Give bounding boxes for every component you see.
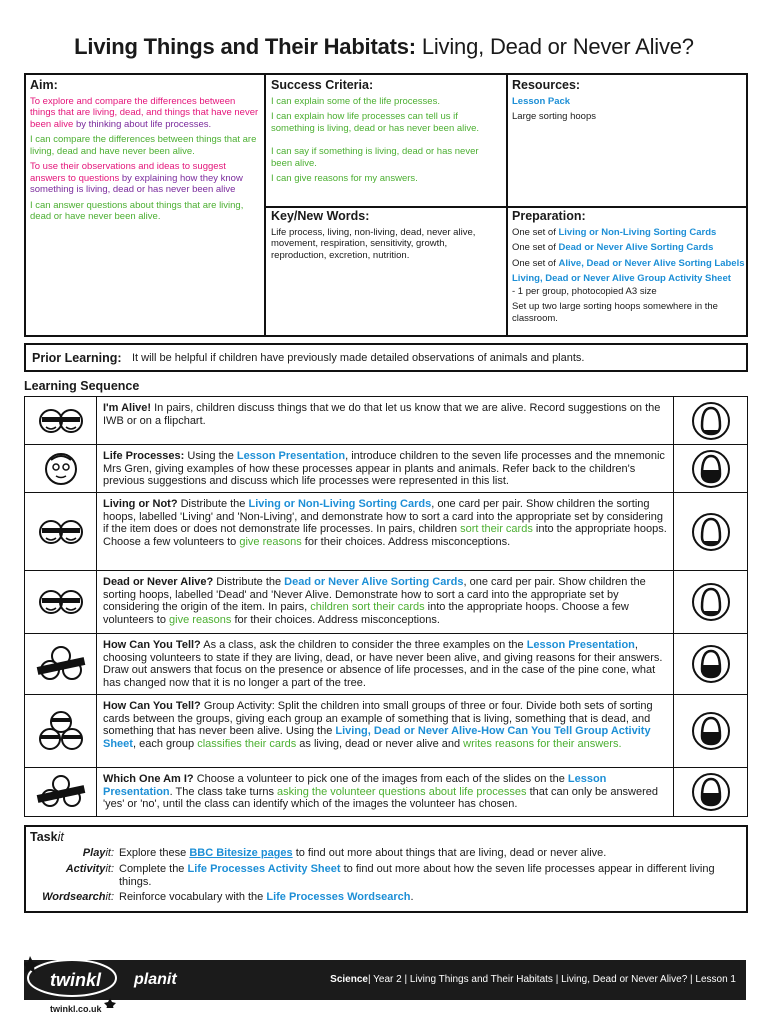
footer-crumbs: | Year 2 | Living Things and Their Habitats | Living, Dead or Never Alive? | Lesson 1 (367, 974, 736, 985)
success-highlight: asking the volunteer questions about life processes (277, 785, 527, 798)
lesson-pack-link[interactable]: Lesson Pack (512, 95, 571, 107)
prep-prefix: One set of (512, 242, 559, 253)
success-highlight: sort their cards (460, 523, 533, 536)
success-highlight: classifies their cards (197, 737, 297, 750)
assessment-level-2-icon (673, 768, 747, 816)
aim-objective-1: To explore and compare the differences between things that are living, dead, and things that have never been alive (30, 95, 259, 130)
step-body: into the appropriate hoops. Choose a few volunteers to (103, 523, 667, 548)
assessment-level-2-icon (673, 634, 747, 694)
prior-learning-box (24, 343, 748, 372)
step-body: Group Activity: Split the children into small groups of three or four. Divide both sets of sorting cards between the groups, giving each group an example of something that is living, something that is dead, and something that has never been alive. Using the (103, 700, 653, 738)
taskit-heading-bold: Task (30, 830, 58, 844)
preparation-heading: Preparation: (512, 209, 586, 223)
bbc-bitesize-link[interactable]: BBC Bitesize pages (189, 847, 293, 859)
step-body: , choosing volunteers to state if they are living, dead, or have never been alive, and giving reasons for their answers. Draw out answers that focus on the presence or absence of life processes, and in the case of the pine cone, what has changed now that it is no longer a part of the tree. (103, 639, 663, 689)
keywords-heading: Key/New Words: (271, 209, 370, 223)
sequence-row (24, 694, 748, 768)
label-it: it: (105, 891, 114, 903)
task-body: Reinforce vocabulary with the (119, 891, 267, 903)
title-sub: Living, Dead or Never Alive? (415, 34, 694, 59)
step-title: Life Processes: (103, 450, 185, 462)
sequence-text (103, 773, 667, 811)
sequence-row (24, 633, 748, 695)
living-sorting-cards-link[interactable]: Living or Non-Living Sorting Cards (558, 226, 717, 238)
assessment-level-1-icon (673, 397, 747, 444)
success-highlight: give reasons (169, 613, 232, 626)
success-item: I can give reasons for my answers. (271, 173, 418, 184)
aim-criterion-1: I can compare the differences between things that are living, dead and have never been alive. (30, 134, 257, 157)
pair-talk-icon (25, 397, 97, 444)
resources-heading: Resources: (512, 78, 581, 92)
dead-sorting-cards-link[interactable]: Dead or Never Alive Sorting Cards (284, 576, 464, 588)
playit-label (22, 847, 114, 859)
step-body: Distribute the (213, 576, 285, 588)
footer-breadcrumb (330, 974, 736, 985)
sequence-text (103, 576, 667, 626)
step-body: In pairs, children discuss things that we do that let us know that we are alive. Record suggestions on the IWB or on a flipchart. (103, 402, 661, 427)
assessment-level-2-icon (673, 695, 747, 767)
lesson-presentation-link[interactable]: Lesson Presentation (236, 450, 346, 462)
page-title (0, 34, 768, 60)
sequence-text (103, 498, 667, 548)
success-highlight: writes reasons for their answers. (463, 737, 622, 750)
footer-subject: Science (330, 974, 368, 985)
aim-objective-1-method: by thinking about life processes. (75, 118, 212, 130)
sequence-row (24, 492, 748, 571)
sequence-row (24, 570, 748, 634)
step-body: , each group (132, 737, 198, 750)
aim-heading: Aim: (30, 78, 58, 92)
prep-setup: Set up two large sorting hoops somewhere in the classroom. (512, 301, 718, 324)
wordsearchit-text (119, 891, 729, 904)
task-body: to find out more about things that are living, dead or never alive. (292, 847, 607, 859)
prep-prefix: One set of (512, 257, 559, 269)
label-bold: Wordsearch (42, 891, 106, 903)
wordsearch-link[interactable]: Life Processes Wordsearch (266, 891, 411, 903)
success-highlight: give reasons (239, 535, 302, 548)
assessment-level-2-icon (673, 445, 747, 492)
task-body: to find out more about how the seven life processes appear in different living things. (119, 863, 715, 888)
group-work-icon (25, 695, 97, 767)
title-main: Living Things and Their Habitats: (74, 34, 416, 59)
lesson-presentation-link[interactable]: Lesson Presentation (526, 639, 635, 651)
step-body: Choose a volunteer to pick one of the images from each of the slides on the (193, 773, 568, 785)
footer-bar (24, 960, 746, 1000)
planit-wordmark: planit (134, 971, 177, 988)
step-body: As a class, ask the children to consider the three examples on the (200, 639, 527, 651)
step-body: . The class take turns (169, 785, 278, 798)
group-activity-sheet-link[interactable]: Living, Dead or Never Alive Group Activity Sheet (512, 273, 731, 284)
preparation-section (512, 211, 746, 328)
step-title: How Can You Tell? (103, 639, 201, 651)
prep-per-group: - 1 per group, photocopied A3 size (512, 285, 657, 297)
group-activity-sheet-link[interactable]: Living, Dead or Never Alive-How Can You Tell Group Activity Sheet (103, 725, 651, 750)
step-title: Dead or Never Alive? (103, 576, 214, 588)
step-body: Distribute the (177, 498, 249, 510)
twinkl-url[interactable]: twinkl.co.uk (50, 1004, 102, 1014)
wordsearchit-label (22, 891, 114, 903)
sequence-row (24, 444, 748, 493)
sequence-text (103, 700, 667, 750)
resources-item: Large sorting hoops (512, 111, 596, 122)
activity-sheet-link[interactable]: Life Processes Activity Sheet (187, 863, 341, 875)
success-heading: Success Criteria: (271, 78, 374, 92)
living-sorting-cards-link[interactable]: Living or Non-Living Sorting Cards (248, 498, 432, 510)
task-body: . (410, 891, 414, 903)
step-body: into the appropriate hoops. Choose a few volunteers to (103, 601, 629, 626)
taskit-heading (30, 830, 64, 844)
lesson-presentation-link[interactable]: Lesson Presentation (103, 773, 607, 798)
sequence-text (103, 450, 667, 488)
step-body: as living, dead or never alive and (296, 737, 464, 750)
step-body: for their choices. Address misconceptions. (231, 613, 440, 626)
step-body: , one card per pair. Show children the sorting hoops, labelled 'Dead' and 'Never Alive. Demonstrate how to sort a card into the appropriate set by considering the origin of the item. In pairs, (103, 576, 646, 614)
resources-section (512, 80, 744, 127)
assessment-level-1-icon (673, 493, 747, 570)
label-bold: Activity (65, 863, 106, 875)
sequence-text (103, 402, 667, 427)
task-body: Explore these (119, 847, 190, 859)
aim-criterion-2: I can answer questions about things that are living, dead or have never been alive. (30, 199, 244, 222)
step-title: Living or Not? (103, 498, 178, 510)
dead-sorting-cards-link[interactable]: Dead or Never Alive Sorting Cards (558, 242, 714, 253)
twinkl-wordmark: twinkl (50, 970, 102, 990)
step-body: Using the (184, 450, 237, 462)
aim-section (30, 80, 260, 227)
keywords-section (271, 211, 503, 265)
teacher-icon (25, 445, 97, 492)
success-criteria-section (271, 80, 501, 189)
success-item: I can say if something is living, dead or has never been alive. (271, 146, 479, 169)
assessment-level-1-icon (673, 571, 747, 633)
step-body: , introduce children to the seven life processes and the mnemonic Mrs Gren, giving examples of how these processes appear in plants and animals. Refer back to the children's previous suggestions and discuss which life processes were represented in this list. (103, 450, 665, 488)
success-item: I can explain how life processes can tell us if something is living, dead or has never been alive. (271, 111, 480, 134)
step-title: How Can You Tell? (103, 700, 201, 712)
whole-class-icon (25, 634, 97, 694)
whole-class-icon (25, 768, 97, 816)
prior-learning-text: It will be helpful if children have previously made detailed observations of animals and plants. (132, 352, 585, 364)
sequence-row (24, 767, 748, 817)
sequence-row (24, 396, 748, 445)
success-item: I can explain some of the life processes. (271, 95, 440, 107)
aim-objective-2-method: by explaining how they know something is living, dead or has never been alive (30, 172, 243, 195)
pair-talk-icon (25, 493, 97, 570)
taskit-heading-it: it (57, 830, 64, 844)
success-highlight: children sort their cards (310, 601, 425, 614)
label-bold: Play (82, 847, 106, 859)
step-title: I'm Alive! (103, 402, 152, 414)
activityit-text (119, 863, 729, 889)
sequence-text (103, 639, 667, 689)
label-it: it: (105, 863, 114, 875)
pair-talk-icon (25, 571, 97, 633)
label-it: it: (105, 847, 114, 859)
activityit-label (22, 863, 114, 875)
step-body: for their choices. Address misconceptions. (301, 535, 511, 548)
keywords-text: Life process, living, non-living, dead, never alive, movement, respiration, sensitivity, growth, reproduction, excretion, nutrition. (271, 226, 476, 261)
prior-learning-label: Prior Learning: (32, 351, 122, 365)
playit-text (119, 847, 729, 860)
task-body: Complete the (119, 863, 188, 875)
learning-sequence-heading: Learning Sequence (24, 379, 140, 393)
step-title: Which One Am I? (103, 773, 194, 785)
sorting-labels-link[interactable]: Alive, Dead or Never Alive Sorting Labels (558, 257, 745, 269)
aim-objective-2: To use their observations and ideas to suggest answers to questions (30, 161, 226, 184)
prep-prefix: One set of (512, 226, 559, 238)
step-body: that can only be answered 'yes' or 'no', until the class can identify which of the images the volunteer has chosen. (103, 785, 659, 811)
step-body: , one card per pair. Show children the sorting hoops, labelled 'Living' and 'Non-Living', and demonstrate how to sort a card into the appropriate set by considering if the item does or does not demonstrate life processes. In pairs, children (103, 498, 663, 536)
